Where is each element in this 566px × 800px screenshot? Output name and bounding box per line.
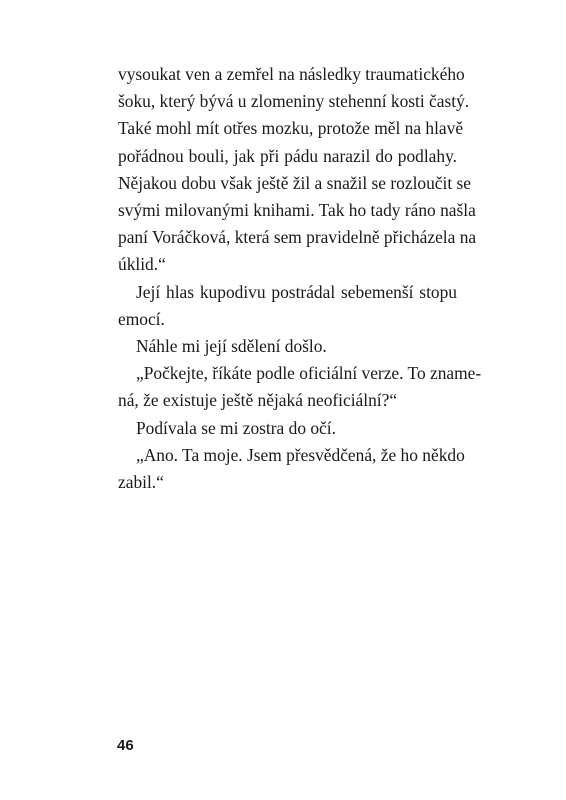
text-line: Její hlas kupodivu postrádal sebemenší stopu xyxy=(136,281,457,302)
text-line: Podívala se mi zostra do očí. xyxy=(136,417,336,438)
text-line: „Ano. Ta moje. Jsem přesvědčená, že ho někdo xyxy=(136,444,465,465)
text-line: „Počkejte, říkáte podle oficiální verze. To zname- xyxy=(136,363,482,384)
paragraph-4 xyxy=(118,360,482,414)
paragraph-5 xyxy=(118,415,457,442)
text-line: paní Voráčková, která sem pravidelně přicházela na xyxy=(118,227,477,248)
page-number: 46 xyxy=(117,737,134,754)
text-line: šoku, který bývá u zlomeniny stehenní kosti častý. xyxy=(118,91,470,112)
paragraph-6 xyxy=(118,442,465,496)
text-line: Nějakou dobu však ještě žil a snažil se rozloučit se xyxy=(118,172,472,193)
text-line: svými milovanými knihami. Tak ho tady ráno našla xyxy=(118,200,476,221)
text-line: Náhle mi její sdělení došlo. xyxy=(136,336,327,357)
body-text xyxy=(118,61,482,496)
paragraph-1 xyxy=(118,61,477,279)
text-line: emocí. xyxy=(118,308,165,329)
text-line: pořádnou bouli, jak při pádu narazil do podlahy. xyxy=(118,145,457,166)
text-line: Také mohl mít otřes mozku, protože měl na hlavě xyxy=(118,118,464,139)
paragraph-3 xyxy=(118,333,457,360)
text-line: zabil.“ xyxy=(118,472,164,493)
text-line: úklid.“ xyxy=(118,254,166,275)
text-line: vysoukat ven a zemřel na následky traumatického xyxy=(118,64,465,84)
paragraph-2 xyxy=(118,279,457,333)
text-line: ná, že existuje ještě nějaká neoficiální?“ xyxy=(118,390,398,411)
